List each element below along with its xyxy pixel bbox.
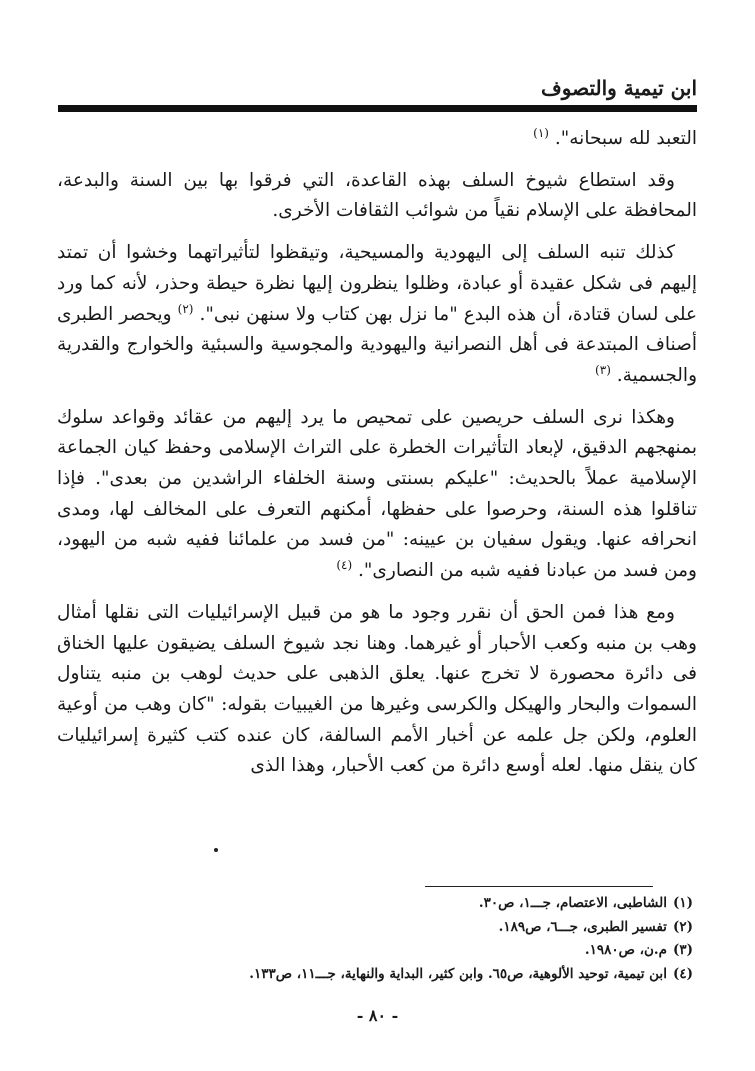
footnote: [73, 892, 693, 916]
footnote-number: (٢): [672, 918, 693, 935]
footnote-number: (١): [672, 895, 693, 911]
paragraph-text: ومع هذا فمن الحق أن نقرر وجود ما هو من قبيل الإسرائيليات التى نقلها أمثال وهب بن منبه وكعب الأحبار أو غيرهما. وهنا نجد شيوخ السلف يضيقون عليها الخناق فى دائرة محصورة لا تخرج عنها. يعلق الذهبى على حديث لوهب بن منبه يتناول السموات والبحار والهيكل والكرسى وغيرها من الغيبيات بقوله: "كان وهب من أوعية العلوم، ولكن جل علمه عن أخبار الأمم السالفة، كان عنده كتب كثيرة إسرائيليات كان ينقل منها. لعله أوسع دائرة من كعب الأحبار، وهذا الذى: [57, 601, 697, 777]
footnote-ref: (٢): [177, 301, 194, 316]
paragraph-text: التعبد لله سبحانه".: [554, 128, 697, 149]
running-header: [58, 74, 697, 112]
paragraph-text: وهكذا نرى السلف حريصين على تمحيص ما يرد إليهم من عقائد وقواعد سلوك بمنهجهم الدقيق، لإبعاد التأثيرات الخطرة على التراث الإسلامى وحفظ كيان الجماعة الإسلامية عملاً بالحديث: "عليكم بسنتى وسنة الخلفاء الراشدين من بعدى". فإذا تناقلوا هذه السنة، وحرصوا على حفظها، أمكنهم التعرف على المخالف لها، ومدى انحرافه عنها. ويقول سفيان بن عيينه: "من فسد من علمائنا ففيه شبه من اليهود، ومن فسد من عبادنا ففيه شبه من النصارى".: [57, 406, 697, 582]
footnote: [73, 916, 693, 940]
paragraph: [57, 598, 697, 782]
footnote-text: الشاطبى، الاعتصام، جـــ١، ص٣٠.: [478, 895, 667, 911]
footnote-ref: (٣): [595, 362, 611, 377]
stray-dot: [214, 848, 218, 852]
footnote: [73, 939, 693, 963]
footnote-text: م.ن، ص١٩٨٠.: [584, 942, 667, 959]
page-number: - ٨٠ -: [356, 1006, 399, 1025]
paragraph: [57, 166, 697, 227]
footnote-number: (٤): [672, 965, 693, 982]
paragraph-text: وقد استطاع شيوخ السلف بهذه القاعدة، التي فرقوا بها بين السنة والبدعة، المحافظة على الإسلام نقياً من شوائب الثقافات الأخرى.: [57, 169, 697, 222]
header-rule: [58, 105, 697, 112]
footnote-ref: (٤): [336, 557, 353, 572]
footnote-ref: (١): [533, 125, 549, 140]
footnote: [73, 963, 693, 987]
paragraph: [57, 403, 697, 587]
header-title: ابن تيمية والتصوف: [541, 76, 697, 100]
footnote-text: تفسير الطبرى، جـــ٦، ص١٨٩.: [498, 918, 667, 935]
paragraph: [57, 124, 697, 155]
body-text: [57, 124, 697, 793]
paragraph: [57, 238, 697, 392]
footnote-text: ابن تيمية، توحيد الألوهية، ص٦٥. وابن كثير، البداية والنهاية، جـــ١١، ص١٣٣.: [249, 965, 667, 982]
paragraph-text: كذلك تنبه السلف إلى اليهودية والمسيحية، وتيقظوا لتأثيراتهما وخشوا أن تمتد إليهم فى شكل عقيدة أو عبادة، وظلوا ينظرون إليها نظرة حيطة وحذر، لأنه كما ورد على لسان قتادة، أن هذه البدع "ما نزل بهن كتاب ولا سنهن نبى".: [57, 242, 697, 325]
footnote-number: (٣): [672, 942, 693, 959]
footnote-rule: [425, 886, 653, 887]
paragraph-text: ويحصر الطبرى أصناف المبتدعة فى أهل النصرانية واليهودية والمجوسية والسبئية والخوارج والقدرية والجسمية.: [57, 303, 697, 386]
footnotes: [73, 892, 693, 986]
